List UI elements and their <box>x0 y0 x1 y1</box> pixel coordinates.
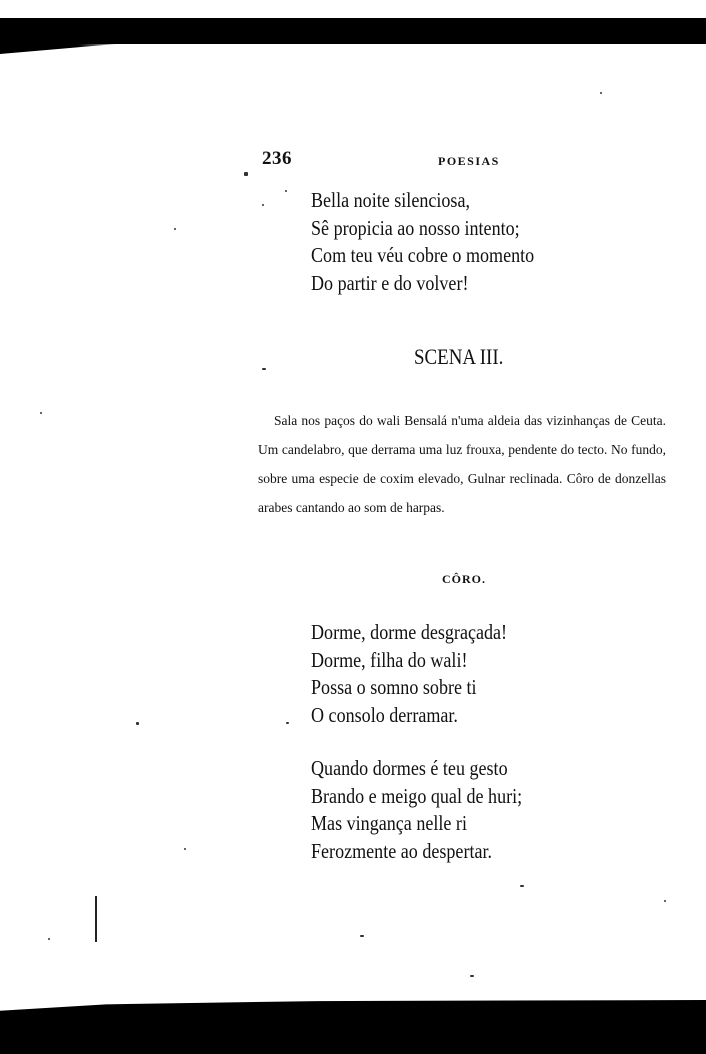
scan-speck <box>136 722 139 725</box>
verse-line: Brando e meigo qual de huri; <box>311 783 523 808</box>
scan-speck <box>360 935 364 937</box>
scan-speck <box>285 190 287 192</box>
running-title: POESIAS <box>438 154 500 168</box>
verse-line: Mas vingança nelle ri <box>311 811 467 835</box>
verse-stanza-opening <box>311 187 571 297</box>
scan-speck <box>664 900 666 902</box>
scan-speck <box>174 228 176 230</box>
verse-line: Sê propicia ao nosso intento; <box>311 215 520 240</box>
scan-speck <box>244 172 248 176</box>
verse-line: Possa o somno sobre ti <box>311 675 477 699</box>
stage-direction: Sala nos paços do wali Bensalá n'uma aldeia das vizinhanças de Ceuta. Um candelabro, que derrama uma luz frouxa, pendente do tecto. No fundo, sobre uma especie de coxim elevado, Gulnar reclinada. Côro de donzellas arabes cantando ao som de harpas. <box>258 413 666 515</box>
verse-line: Ferozmente ao despertar. <box>311 838 493 863</box>
scan-speck <box>286 722 289 724</box>
speaker-label: CÔRO. <box>442 572 486 586</box>
scan-speck <box>40 412 42 414</box>
verse-line: Dorme, dorme desgraçada! <box>311 620 508 644</box>
verse-line: Dorme, filha do wali! <box>311 647 468 672</box>
scan-speck <box>600 92 602 94</box>
scene-title: SCENA III. <box>414 344 504 369</box>
page-number: 236 <box>262 148 292 169</box>
verse-stanza-chorus-2 <box>311 755 557 865</box>
scan-speck <box>262 368 266 370</box>
scan-speck <box>184 848 186 850</box>
scan-speck <box>48 938 50 940</box>
verse-stanza-chorus-1 <box>311 619 539 729</box>
verse-line: Do partir e do volver! <box>311 270 469 295</box>
verse-line: Bella noite silenciosa, <box>311 188 470 212</box>
scan-speck <box>520 885 524 887</box>
verse-line: Quando dormes é teu gesto <box>311 756 508 780</box>
verse-line: Com teu véu cobre o momento <box>311 243 535 267</box>
scan-speck <box>262 204 264 206</box>
verse-line: O consolo derramar. <box>311 702 458 727</box>
scan-speck <box>470 975 474 977</box>
